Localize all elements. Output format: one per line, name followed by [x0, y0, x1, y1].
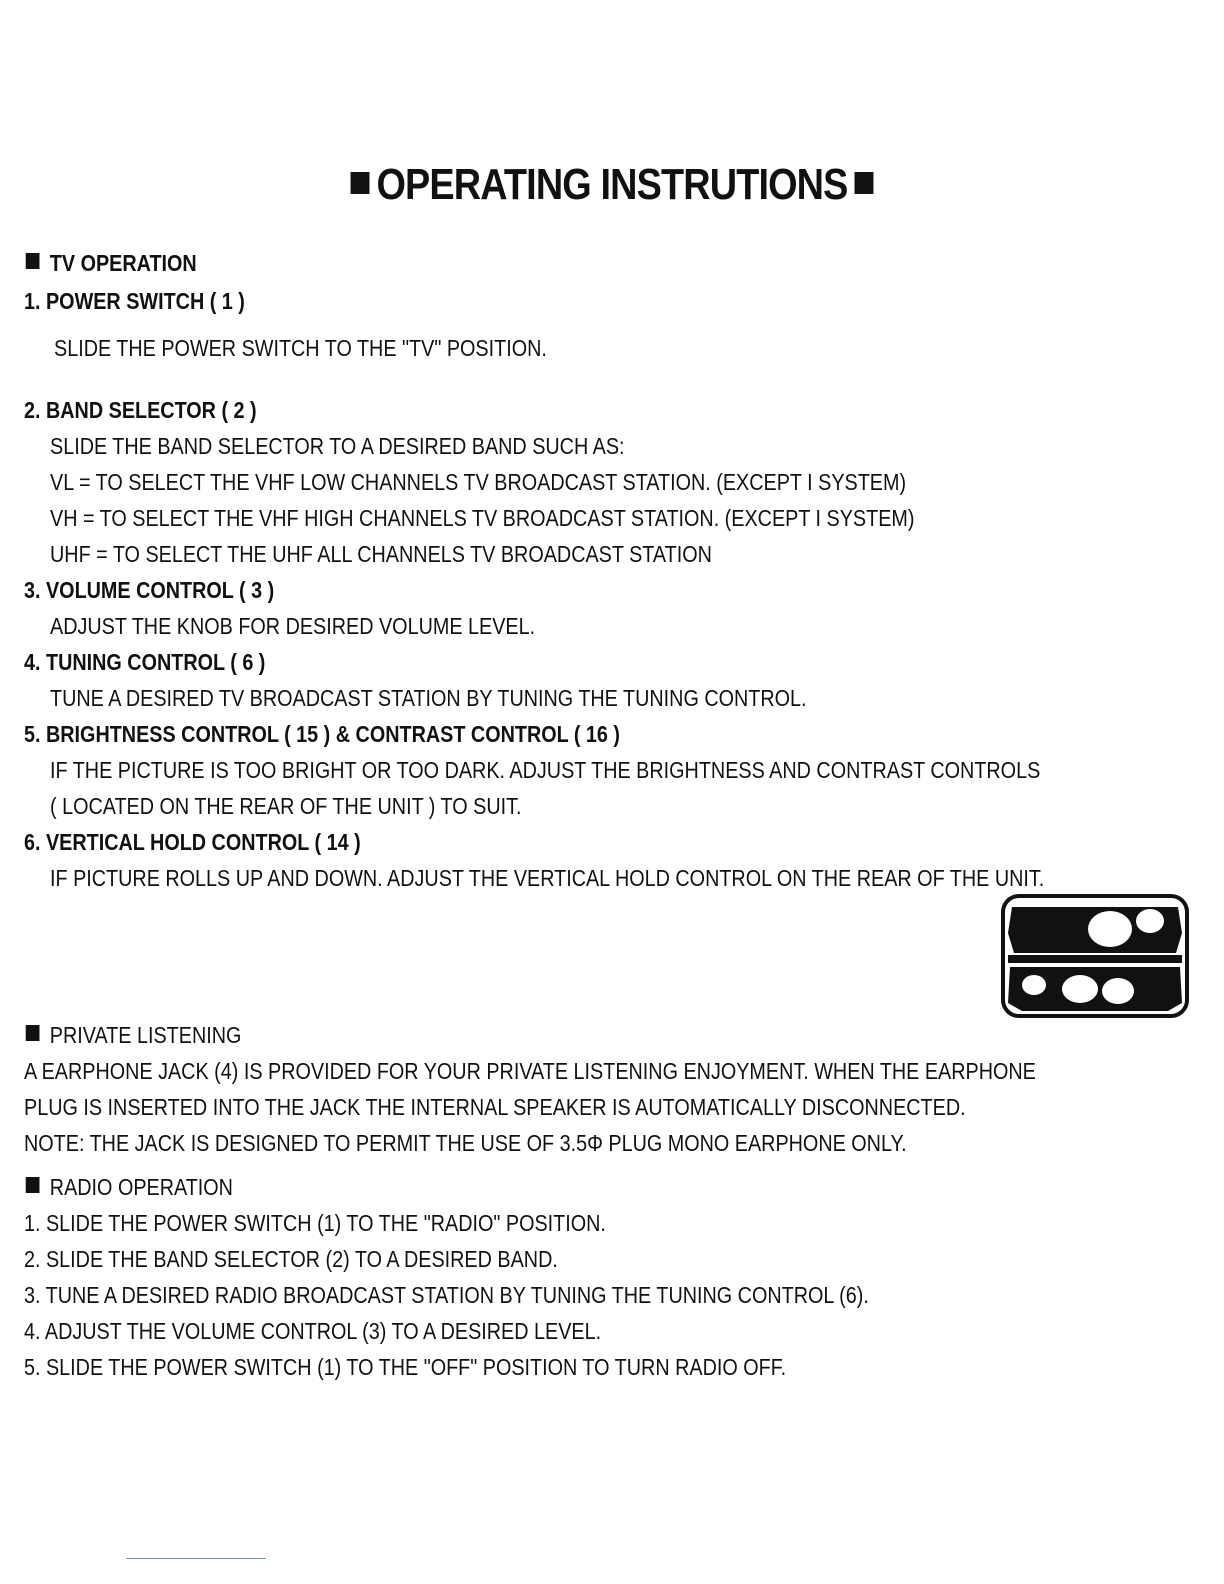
list-item: 5. SLIDE THE POWER SWITCH (1) TO THE "OFF" POSITION TO TURN RADIO OFF. [24, 1354, 787, 1380]
bottom-divider [126, 1558, 266, 1559]
section-heading-text: RADIO OPERATION [49, 1174, 233, 1200]
section-heading-text: PRIVATE LISTENING [49, 1022, 242, 1048]
bullet-square-icon [351, 172, 370, 194]
item-text: UHF = TO SELECT THE UHF ALL CHANNELS TV BROADCAST STATION [50, 541, 712, 567]
tv-image-blob [1088, 911, 1132, 947]
paragraph-line: PLUG IS INSERTED INTO THE JACK THE INTERNAL SPEAKER IS AUTOMATICALLY DISCONNECTED. [24, 1094, 966, 1120]
list-item: 3. TUNE A DESIRED RADIO BROADCAST STATION BY TUNING THE TUNING CONTROL (6). [24, 1282, 869, 1308]
list-item: 2. SLIDE THE BAND SELECTOR (2) TO A DESIRED BAND. [24, 1246, 558, 1272]
item-text: TUNE A DESIRED TV BROADCAST STATION BY TUNING THE TUNING CONTROL. [50, 685, 807, 711]
item-title-volume-control: 3. VOLUME CONTROL ( 3 ) [24, 577, 275, 603]
item-title-brightness-contrast: 5. BRIGHTNESS CONTROL ( 15 ) & CONTRAST CONTROL ( 16 ) [24, 721, 621, 747]
item-text: VH = TO SELECT THE VHF HIGH CHANNELS TV BROADCAST STATION. (EXCEPT I SYSTEM) [50, 505, 915, 531]
item-text: IF PICTURE ROLLS UP AND DOWN. ADJUST THE VERTICAL HOLD CONTROL ON THE REAR OF THE UNIT. [50, 865, 1045, 891]
item-text: VL = TO SELECT THE VHF LOW CHANNELS TV BROADCAST STATION. (EXCEPT I SYSTEM) [50, 469, 907, 495]
list-item: 1. SLIDE THE POWER SWITCH (1) TO THE "RADIO" POSITION. [24, 1210, 606, 1236]
note-line: NOTE: THE JACK IS DESIGNED TO PERMIT THE USE OF 3.5Φ PLUG MONO EARPHONE ONLY. [24, 1130, 907, 1156]
tv-image-blob [1136, 909, 1164, 933]
bullet-square-icon [26, 253, 40, 269]
section-heading-radio-operation [24, 1172, 233, 1202]
section-heading-tv-operation [24, 248, 197, 278]
item-title-band-selector: 2. BAND SELECTOR ( 2 ) [24, 397, 257, 423]
section-heading-private-listening [24, 1020, 241, 1050]
bullet-square-icon [854, 172, 873, 194]
paragraph-line: A EARPHONE JACK (4) IS PROVIDED FOR YOUR PRIVATE LISTENING ENJOYMENT. WHEN THE EARPHONE [24, 1058, 1036, 1084]
page-title-text: OPERATING INSTRUTIONS [376, 160, 848, 209]
page-title [86, 160, 1139, 210]
item-text: ( LOCATED ON THE REAR OF THE UNIT ) TO SUIT. [50, 793, 522, 819]
item-text: SLIDE THE BAND SELECTOR TO A DESIRED BAND SUCH AS: [50, 433, 625, 459]
item-title-power-switch: 1. POWER SWITCH ( 1 ) [24, 288, 245, 314]
tv-screen-illustration [1000, 893, 1190, 1019]
tv-image-blob [1022, 975, 1046, 995]
bullet-square-icon [26, 1025, 40, 1041]
tv-image-blob [1102, 978, 1134, 1004]
item-title-tuning-control: 4. TUNING CONTROL ( 6 ) [24, 649, 266, 675]
bullet-square-icon [26, 1177, 40, 1193]
tv-image-band [1008, 955, 1182, 963]
item-text: ADJUST THE KNOB FOR DESIRED VOLUME LEVEL. [50, 613, 536, 639]
item-text: IF THE PICTURE IS TOO BRIGHT OR TOO DARK. ADJUST THE BRIGHTNESS AND CONTRAST CONTROLS [50, 757, 1041, 783]
list-item: 4. ADJUST THE VOLUME CONTROL (3) TO A DESIRED LEVEL. [24, 1318, 602, 1344]
item-title-vertical-hold: 6. VERTICAL HOLD CONTROL ( 14 ) [24, 829, 361, 855]
tv-image-blob [1062, 975, 1098, 1003]
item-text: SLIDE THE POWER SWITCH TO THE "TV" POSITION. [54, 335, 547, 361]
section-heading-text: TV OPERATION [49, 250, 197, 276]
